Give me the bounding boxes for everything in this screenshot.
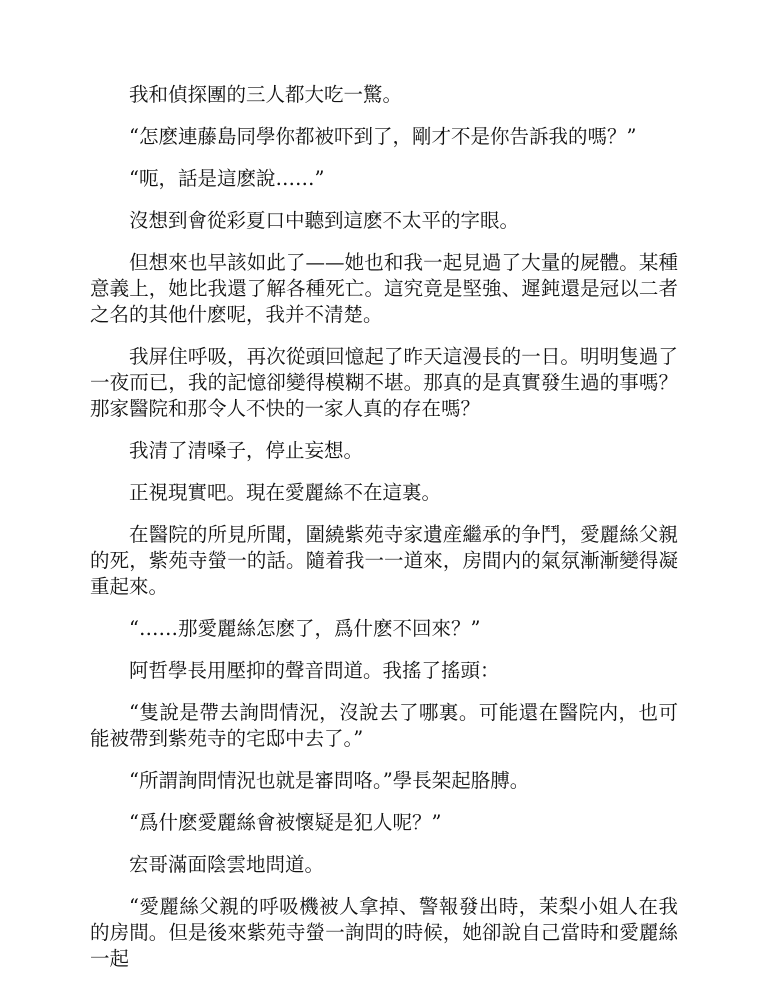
paragraph-13: “所謂詢問情況也就是審問咯。”學長架起胳膊。 — [129, 769, 530, 792]
paragraph-4: 沒想到會從彩夏口中聽到這麽不太平的字眼。 — [129, 209, 520, 232]
paragraph-9: 在醫院的所見所聞，圍繞紫苑寺家遺産繼承的争鬥，愛麗絲父親的死，紫苑寺螢一的話。隨着我一一道來，房間内的氣氛漸漸變得凝重起來。 — [90, 523, 678, 598]
paragraph-10: “……那愛麗絲怎麽了，爲什麽不回來？” — [129, 617, 481, 640]
document-page — [90, 82, 678, 988]
paragraph-8: 正視現實吧。現在愛麗絲不在這裏。 — [129, 481, 442, 504]
paragraph-7: 我清了清嗓子，停止妄想。 — [129, 439, 364, 462]
paragraph-16: “愛麗絲父親的呼吸機被人拿掉、警報發出時，茉梨小姐人在我的房間。但是後來紫苑寺螢一詢問的時候，她卻說自己當時和愛麗絲一起 — [90, 895, 678, 970]
paragraph-15: 宏哥滿面陰雲地問道。 — [129, 853, 325, 876]
paragraph-14: “爲什麽愛麗絲會被懷疑是犯人呢？” — [129, 811, 442, 834]
paragraph-5: 但想來也早該如此了——她也和我一起見過了大量的屍體。某種意義上，她比我還了解各種死亡。這究竟是堅強、遲鈍還是冠以二者之名的其他什麽呢，我并不清楚。 — [90, 251, 678, 326]
paragraph-1: 我和偵探團的三人都大吃一驚。 — [129, 83, 403, 106]
paragraph-12: “隻說是帶去詢問情況，沒說去了哪裏。可能還在醫院内，也可能被帶到紫苑寺的宅邸中去了。” — [90, 701, 678, 750]
paragraph-11: 阿哲學長用壓抑的聲音問道。我搖了搖頭： — [129, 659, 500, 682]
paragraph-3: “呃，話是這麽說……” — [129, 167, 325, 190]
paragraph-2: “怎麽連藤島同學你都被吓到了，剛才不是你告訴我的嗎？” — [129, 125, 637, 148]
paragraph-6: 我屏住呼吸，再次從頭回憶起了昨天這漫長的一日。明明隻過了一夜而已，我的記憶卻變得模糊不堪。那真的是真實發生過的事嗎？那家醫院和那令人不快的一家人真的存在嗎？ — [90, 345, 678, 420]
